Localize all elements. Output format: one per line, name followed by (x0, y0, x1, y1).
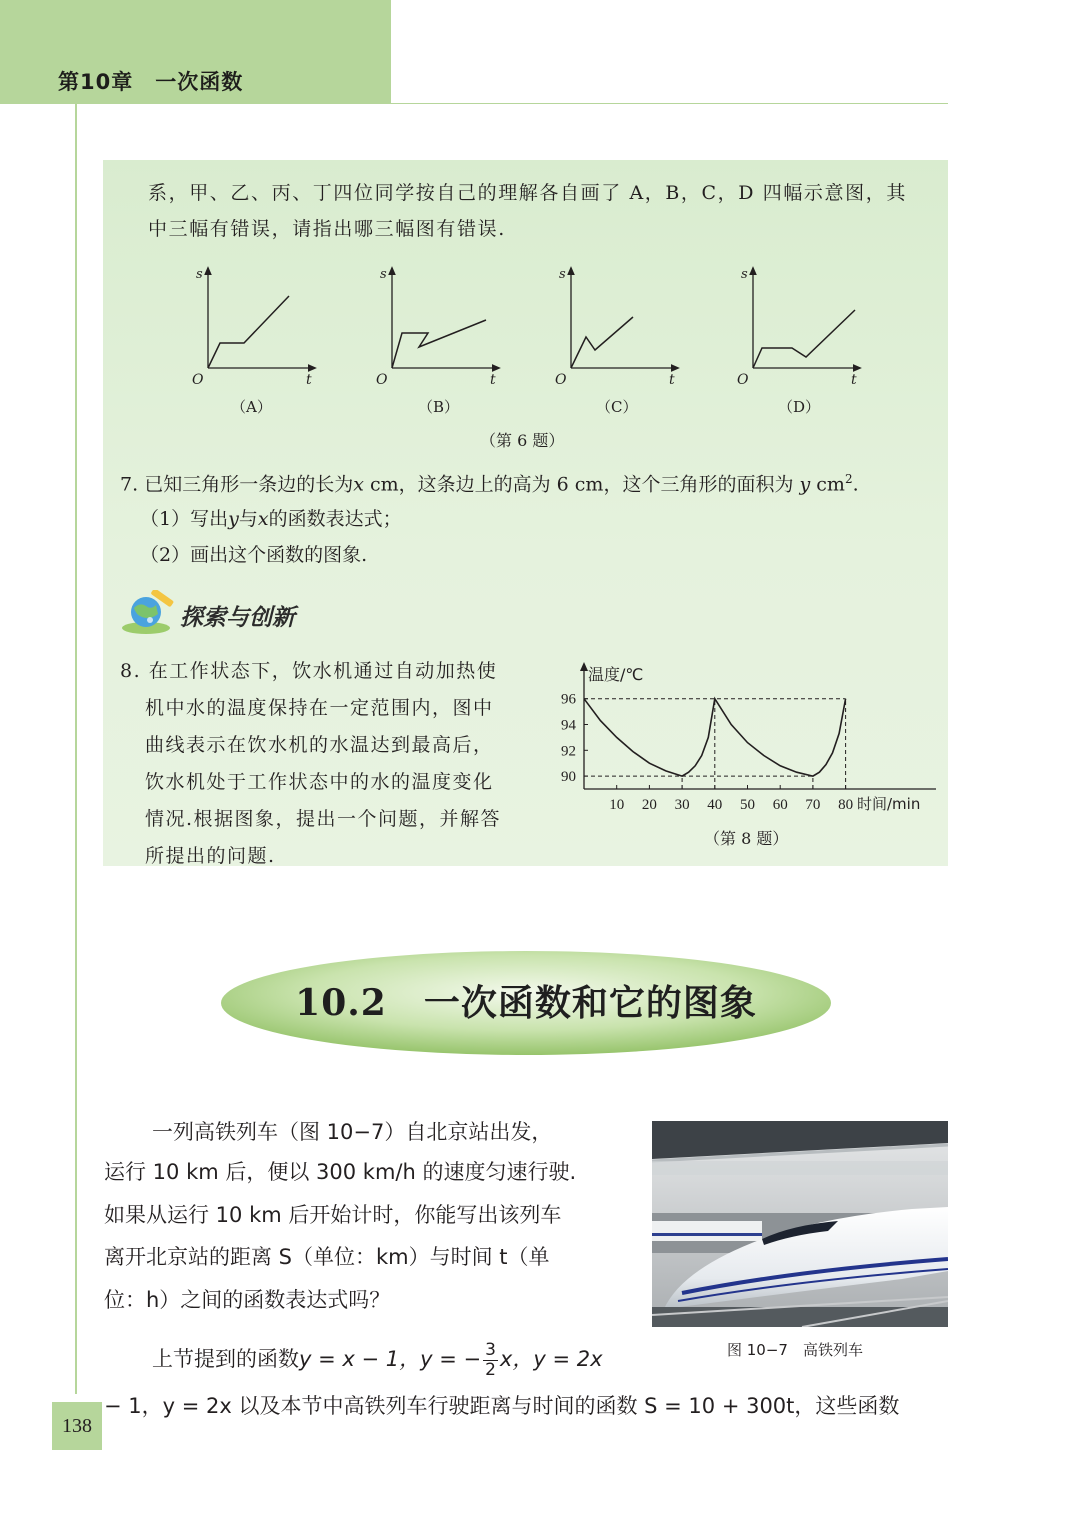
bullet-train-photo (652, 1121, 948, 1327)
x-tick-label-30: 30 (674, 797, 690, 813)
globe-pencil-icon (120, 590, 176, 636)
header-rule (391, 103, 948, 104)
q7-number: 7. (120, 473, 139, 496)
q8-line-2: 机中水的温度保持在一定范围内，图中 (145, 697, 494, 719)
graph-a-label: （A） (231, 398, 272, 416)
bottom-line1-c: x，y = 2x (499, 1347, 603, 1372)
q7-text-d: . (852, 473, 859, 496)
x-tick-label-70: 70 (805, 797, 821, 813)
graph-a-y-label: s (196, 267, 203, 282)
graph-c-origin: O (555, 372, 567, 388)
chart-y-axis-arrow (580, 662, 588, 671)
graph-a-x-label: t (306, 372, 312, 388)
intro-line-4: 离开北京站的距离 S（单位：km）与时间 t（单 (104, 1245, 550, 1269)
graph-a (188, 262, 318, 392)
q6-line-2: 中三幅有错误，请指出哪三幅图有错误. (148, 218, 506, 240)
explore-heading: 探索与创新 (180, 605, 295, 631)
x-tick-label-10: 10 (609, 797, 625, 813)
x-tick-label-80: 80 (838, 797, 854, 813)
photo-caption: 图 10−7 高铁列车 (727, 1341, 863, 1359)
frac-den: 2 (485, 1359, 496, 1380)
q6-caption: （第 6 题） (480, 431, 565, 450)
fraction-three-halves (483, 1341, 498, 1379)
x-tick-label-20: 20 (641, 797, 657, 813)
x-tick-label-60: 60 (772, 797, 788, 813)
q7-part1-c: 的函数表达式； (268, 508, 402, 530)
q7-part1-b: 与 (238, 508, 258, 530)
page-number: 138 (52, 1402, 102, 1450)
graph-d-y-label: s (741, 267, 748, 282)
graph-d-label: （D） (778, 398, 821, 416)
q8-line-4: 饮水机处于工作状态中的水的温度变化 (145, 771, 494, 793)
x-tick-label-40: 40 (707, 797, 723, 813)
graph-a-origin: O (192, 372, 204, 388)
q8-line-5: 情况.根据图象，提出一个问题，并解答 (145, 808, 502, 830)
graph-c-label: （C） (596, 398, 638, 416)
section-title-banner (217, 947, 835, 1059)
q8-caption: （第 8 题） (704, 829, 789, 848)
graph-b-y-label: s (380, 267, 387, 282)
graph-c (551, 262, 681, 392)
graph-c-y-label: s (559, 267, 566, 282)
q7-part1-x: x (257, 508, 269, 530)
graph-b-label: （B） (418, 398, 460, 416)
q7-part-1 (140, 508, 402, 531)
q8-line-3: 曲线表示在饮水机的水温达到最高后， (145, 734, 494, 756)
q7-var-y: y (799, 473, 811, 496)
intro-line-5: 位：h）之间的函数表达式吗？ (104, 1288, 391, 1312)
intro-line-1: 一列高铁列车（图 10−7）自北京站出发， (152, 1120, 553, 1144)
q6-line-1: 系，甲、乙、丙、丁四位同学按自己的理解各自画了 A，B，C，D 四幅示意图，其 (148, 182, 907, 204)
bottom-line-2: − 1，y = 2x 以及本节中高铁列车行驶距离与时间的函数 S = 10 + 300t，这些函数 (104, 1394, 900, 1418)
graph-d (733, 262, 863, 392)
bottom-line1-a: 上节提到的函数 (152, 1347, 299, 1372)
q7-line-1 (120, 472, 859, 496)
temperature-chart (548, 656, 938, 826)
graph-c-x-label: t (669, 372, 675, 388)
y-tick-label-94: 94 (561, 717, 576, 734)
intro-line-3: 如果从运行 10 km 后开始计时，你能写出该列车 (104, 1203, 562, 1227)
chapter-title: 第10章 一次函数 (58, 70, 244, 94)
y-tick-label-96: 96 (561, 691, 576, 708)
y-tick-label-90: 90 (561, 769, 576, 786)
graph-d-x-label: t (851, 372, 857, 388)
chart-x-axis-label: 时间/min (857, 795, 921, 813)
q7-text-b: cm，这条边上的高为 6 cm，这个三角形的面积为 (363, 473, 794, 496)
q7-text-a: 已知三角形一条边的长为 (144, 473, 354, 496)
graph-b-x-label: t (490, 372, 496, 388)
y-tick-label-92: 92 (561, 743, 576, 760)
q7-sup: 2 (844, 472, 853, 486)
graph-b (372, 262, 502, 392)
x-tick-label-50: 50 (740, 797, 755, 813)
q8-line-6: 所提出的问题. (145, 845, 276, 867)
q8-line-1 (120, 660, 497, 683)
graph-d-origin: O (737, 372, 749, 388)
q7-var-x: x (353, 473, 364, 496)
q7-text-c: cm (810, 473, 845, 496)
graph-b-origin: O (376, 372, 388, 388)
q7-part1-y: y (228, 508, 239, 530)
frac-num: 3 (485, 1339, 496, 1360)
bottom-line-1 (152, 1335, 603, 1385)
margin-line (75, 104, 77, 1394)
intro-line-2: 运行 10 km 后，便以 300 km/h 的速度匀速行驶. (104, 1160, 577, 1184)
q8-line-text-1: 在工作状态下，饮水机通过自动加热使 (148, 660, 498, 682)
q7-part-2: （2）画出这个函数的图象. (140, 544, 368, 566)
chart-y-axis-label: 温度/℃ (588, 665, 644, 684)
section-title: 10.2 一次函数和它的图象 (295, 982, 757, 1024)
q7-part1-a: （1）写出 (140, 508, 229, 530)
q8-number: 8. (120, 660, 142, 682)
bottom-line1-b: y = x − 1，y = − (299, 1347, 482, 1372)
